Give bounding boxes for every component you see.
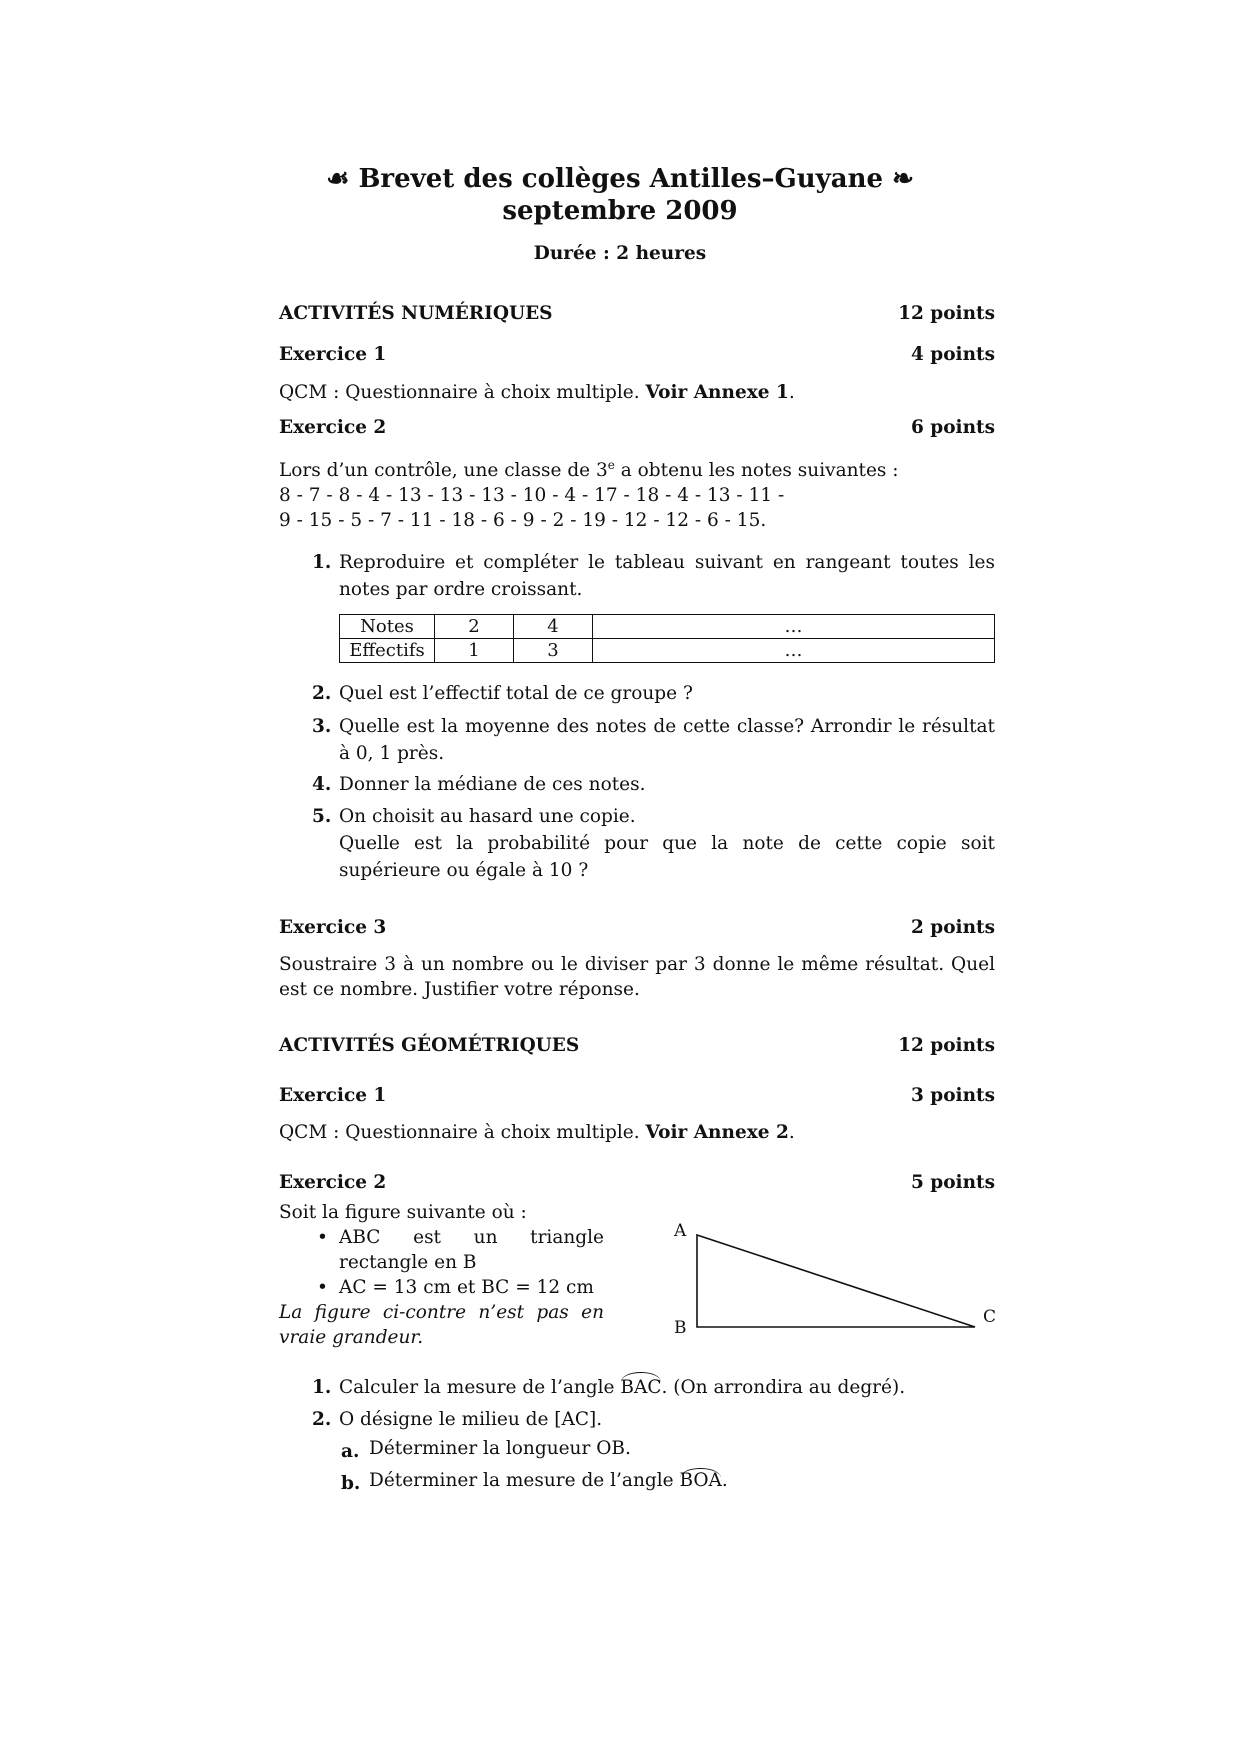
exercise-heading (279, 1172, 995, 1193)
conditions-list (279, 1225, 604, 1300)
exercise-text: Soustraire 3 à un nombre ou le diviser par 3 donne le même résultat. Quel est ce nombre. Justifier votre réponse. (279, 954, 995, 1000)
vertex-label-b: B (674, 1318, 687, 1338)
table-cell: Notes (340, 615, 435, 639)
exercise-title: Exercice 1 (279, 1085, 387, 1106)
list-item: • ABC est un triangle rectangle en B (279, 1225, 604, 1275)
section-title: ACTIVITÉS GÉOMÉTRIQUES (279, 1035, 580, 1056)
document-title (0, 164, 1240, 194)
grades-line: 9 - 15 - 5 - 7 - 11 - 18 - 6 - 9 - 2 - 19 - 12 - 12 - 6 - 15. (279, 510, 767, 532)
angle-bac: BAC (620, 1374, 661, 1401)
exercise-title: Exercice 3 (279, 917, 387, 938)
subquestion-letter: b. (341, 1473, 361, 1494)
table-cell: 1 (435, 639, 514, 663)
exercise-heading (279, 1085, 995, 1106)
triangle-abc (697, 1235, 975, 1327)
exercise-title: Exercice 1 (279, 344, 387, 365)
grades-table (339, 614, 995, 663)
title-text: Brevet des collèges Antilles–Guyane (358, 164, 884, 194)
exercise-points: 5 points (910, 1172, 995, 1193)
question-number: 2. (312, 1409, 332, 1430)
question-text: Donner la médiane de ces notes. (339, 774, 646, 795)
subquestion-text: Déterminer la mesure de l’angle BOA. (369, 1470, 728, 1491)
subquestion-text: Déterminer la longueur OB. (369, 1438, 631, 1459)
section-heading-numeric (279, 303, 995, 324)
section-points: 12 points (898, 303, 995, 324)
question-number: 3. (312, 716, 332, 737)
question-number: 2. (312, 683, 332, 704)
exercise-points: 4 points (910, 344, 995, 365)
table-cell: … (593, 615, 995, 639)
list-item: • AC = 13 cm et BC = 12 cm (279, 1275, 604, 1300)
exercise-intro: Lors d’un contrôle, une classe de 3e a obtenu les notes suivantes : 8 - 7 - 8 - 4 - 13 - 13 - 13 - 10 - 4 - 17 - 18 - 4 - 13 - 11 - 9 - 15 - 5 - 7 - 11 - 18 - 6 - 9 - 2 - 19 - 12 - 12 - 6 - 15. (279, 453, 995, 533)
exercise-points: 3 points (910, 1085, 995, 1106)
table-cell: 2 (435, 615, 514, 639)
exercise-heading (279, 417, 995, 438)
document-date: septembre 2009 (502, 196, 738, 226)
table-cell: 4 (514, 615, 593, 639)
question-number: 1. (312, 552, 332, 573)
section-points: 12 points (898, 1035, 995, 1056)
vertex-label-c: C (983, 1307, 997, 1327)
exercise-title: Exercice 2 (279, 1172, 387, 1193)
figure-note: La figure ci-contre n’est pas en vraie grandeur. (279, 1302, 604, 1348)
table-cell: Effectifs (340, 639, 435, 663)
subquestion-letter: a. (341, 1441, 360, 1462)
exercise-heading (279, 917, 995, 938)
section-heading-geometric (279, 1035, 995, 1056)
section-title: ACTIVITÉS NUMÉRIQUES (279, 303, 553, 324)
fleuron-right-icon: ❧ (892, 164, 914, 194)
question-text: O désigne le milieu de [AC]. (339, 1409, 603, 1430)
question-number: 4. (312, 774, 332, 795)
annex-reference: Voir Annexe 1 (645, 382, 789, 403)
question-text: Calculer la mesure de l’angle BAC. (On arrondira au degré). (339, 1374, 995, 1401)
table-cell: … (593, 639, 995, 663)
exercise-text: QCM : Questionnaire à choix multiple. Voir Annexe 1. (279, 382, 795, 403)
question-text: Quel est l’effectif total de ce groupe ? (339, 683, 693, 704)
right-triangle-figure (660, 1215, 1000, 1340)
annex-reference: Voir Annexe 2 (645, 1122, 789, 1143)
fleuron-left-icon: ☙ (326, 164, 350, 194)
question-text: On choisit au hasard une copie. Quelle est la probabilité pour que la note de cette copie soit supérieure ou égale à 10 ? (339, 806, 995, 881)
duration: Durée : 2 heures (533, 243, 707, 264)
angle-boa: BOA (679, 1470, 722, 1491)
question-number: 5. (312, 806, 332, 827)
figure-description: Soit la figure suivante où : • ABC est un triangle rectangle en B • AC = 13 cm et BC = 12 cm La figure ci-contre n’est pas en vraie grandeur. (279, 1200, 604, 1350)
exercise-points: 2 points (910, 917, 995, 938)
table-row (340, 615, 995, 639)
exercise-points: 6 points (910, 417, 995, 438)
exercise-heading (279, 344, 995, 365)
grades-line: 8 - 7 - 8 - 4 - 13 - 13 - 13 - 10 - 4 - 17 - 18 - 4 - 13 - 11 - (279, 485, 785, 507)
exercise-title: Exercice 2 (279, 417, 387, 438)
vertex-label-a: A (674, 1221, 687, 1241)
question-number: 1. (312, 1377, 332, 1398)
question-text: Quelle est la moyenne des notes de cette classe? Arrondir le résultat à 0, 1 près. (339, 716, 995, 764)
table-cell: 3 (514, 639, 593, 663)
question-text: Reproduire et compléter le tableau suivant en rangeant toutes les notes par ordre croissant. (339, 552, 995, 600)
exercise-text: QCM : Questionnaire à choix multiple. Voir Annexe 2. (279, 1122, 795, 1143)
table-row (340, 639, 995, 663)
